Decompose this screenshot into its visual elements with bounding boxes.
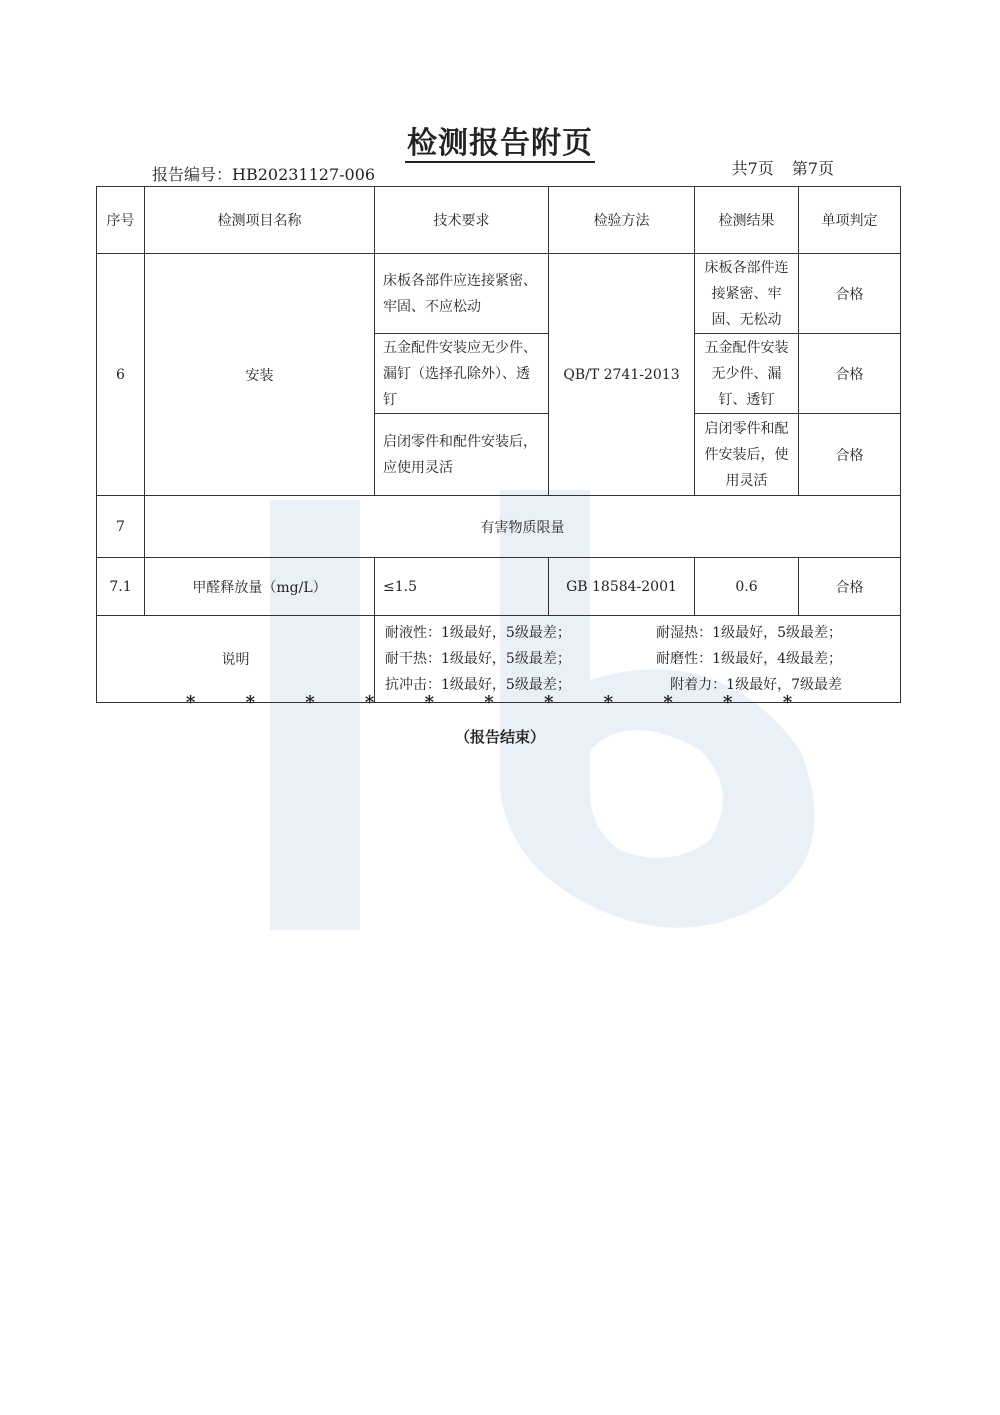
note-label: 说明 xyxy=(97,616,375,703)
table-row xyxy=(97,558,901,616)
header-cell: 序号 xyxy=(97,187,145,254)
header-cell: 单项判定 xyxy=(799,187,901,254)
item-name: 安装 xyxy=(145,254,375,496)
note-content xyxy=(375,616,901,703)
note-text: 抗冲击：1级最好，5级最差； xyxy=(385,677,571,693)
note-text: 附着力：1级最好，7级最差 xyxy=(670,677,842,693)
result-cell: 启闭零件和配件安装后，使用灵活 xyxy=(695,414,799,496)
verdict-cell: 合格 xyxy=(799,254,901,334)
total-pages: 共7页 xyxy=(731,159,774,178)
verdict-cell: 合格 xyxy=(799,558,901,616)
header-cell: 技术要求 xyxy=(375,187,549,254)
header-cell: 检验方法 xyxy=(549,187,695,254)
note-text: 耐湿热：1级最好，5级最差； xyxy=(656,625,842,641)
section-title: 有害物质限量 xyxy=(145,496,901,558)
requirement-cell: 启闭零件和配件安装后，应使用灵活 xyxy=(375,414,549,496)
note-text: 耐液性：1级最好，5级最差； xyxy=(385,625,571,641)
row-number: 7.1 xyxy=(97,558,145,616)
end-stars: * * * * * * * * * * * xyxy=(185,692,815,713)
page-title: 检测报告附页 xyxy=(407,126,593,161)
table-row xyxy=(97,254,901,334)
requirement-cell: 五金配件安装应无少件、漏钉（选择孔除外）、透钉 xyxy=(375,334,549,414)
current-page: 第7页 xyxy=(791,159,834,178)
header-cell: 检测结果 xyxy=(695,187,799,254)
note-text: 耐干热：1级最好，5级最差； xyxy=(385,651,571,667)
inspection-table xyxy=(96,186,901,703)
requirement-cell: 床板各部件应连接紧密、牢固、不应松动 xyxy=(375,254,549,334)
note-text: 耐磨性：1级最好，4级最差； xyxy=(656,651,842,667)
note-line xyxy=(385,620,890,646)
result-cell: 床板各部件连接紧密、牢固、无松动 xyxy=(695,254,799,334)
note-row xyxy=(97,616,901,703)
verdict-cell: 合格 xyxy=(799,334,901,414)
row-number: 6 xyxy=(97,254,145,496)
method-cell: GB 18584-2001 xyxy=(549,558,695,616)
page-info xyxy=(732,156,834,179)
result-cell: 五金配件安装无少件、漏钉、透钉 xyxy=(695,334,799,414)
table-row xyxy=(97,496,901,558)
note-line xyxy=(385,646,890,672)
report-number: 报告编号：HB20231127-006 xyxy=(152,165,376,184)
row-number: 7 xyxy=(97,496,145,558)
item-name: 甲醛释放量（mg/L） xyxy=(145,558,375,616)
requirement-cell: ≤1.5 xyxy=(375,558,549,616)
report-end: （报告结束） xyxy=(454,728,545,746)
result-cell: 0.6 xyxy=(695,558,799,616)
header-cell: 检测项目名称 xyxy=(145,187,375,254)
method-cell: QB/T 2741-2013 xyxy=(549,254,695,496)
verdict-cell: 合格 xyxy=(799,414,901,496)
header-row xyxy=(97,187,901,254)
